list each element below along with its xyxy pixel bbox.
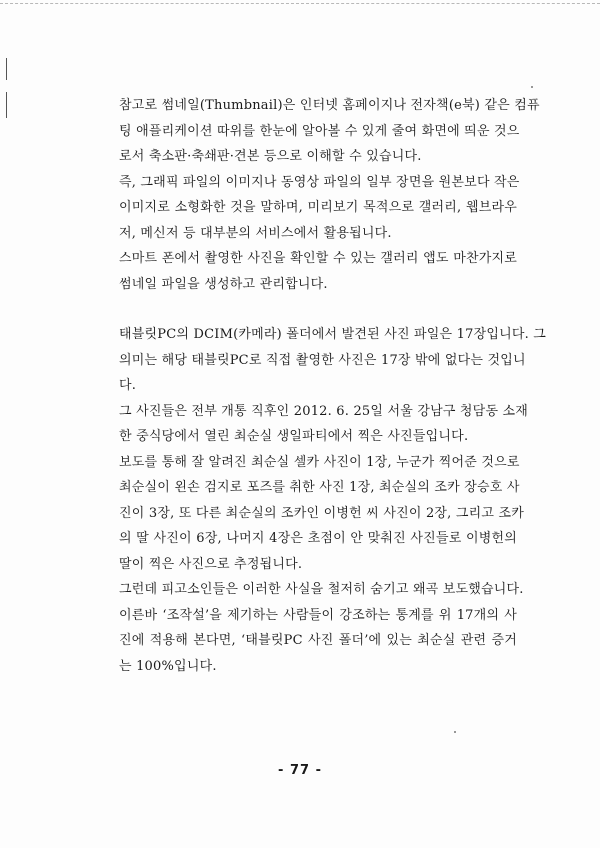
text-line: 이미지로 소형화한 것을 말하며, 미리보기 목적으로 갤러리, 웹브라우 [119,200,517,215]
text-line: 의 딸 사진이 6장, 나머지 4장은 초점이 안 맞춰진 사진들로 이병헌의 [119,531,517,546]
paragraph [119,399,529,450]
text-line: 즉, 그래픽 파일의 이미지나 동영상 파일의 일부 장면을 원본보다 작은 [119,174,520,190]
body-text [119,93,547,679]
text-line: 로서 축소판·축쇄판·견본 등으로 이해할 수 있습니다. [119,149,422,164]
scan-speck [531,86,533,88]
paragraph [119,170,520,247]
paragraph-gap [119,297,517,322]
text-line: 그런데 피고소인들은 이러한 사실을 철저히 숨기고 왜곡 보도했습니다. [119,582,524,597]
text-line: 참고로 썸네일(Thumbnail)은 인터넷 홈페이지나 전자책(e북) 같은 컴퓨 [119,98,540,113]
text-line: 최순실이 왼손 검지로 포즈를 취한 사진 1장, 최순실의 조카 장승호 사 [119,480,520,495]
paragraph [119,93,540,170]
text-line: 한 중식당에서 열린 최순실 생일파티에서 찍은 사진들입니다. [119,429,469,444]
text-line: 딸이 찍은 사진으로 추정됩니다. [119,556,303,572]
paragraph [119,603,517,680]
paragraph [119,246,517,297]
text-line: 다. [119,378,137,393]
paragraph [119,450,524,578]
scan-margin-mark [6,58,7,80]
text-line: 진에 적용해 본다면, ‘태블릿PC 사진 폴더’에 있는 최순실 관련 증거 [119,633,517,648]
text-line: 팅 애플리케이션 따위를 한눈에 알아볼 수 있게 줄여 화면에 띄운 것으 [119,123,520,139]
paragraph [119,322,547,399]
text-line: 의미는 해당 태블릿PC로 직접 촬영한 사진은 17장 밖에 없다는 것입니 [119,352,526,368]
text-line: 스마트 폰에서 촬영한 사진을 확인할 수 있는 갤러리 앱도 마찬가지로 [119,251,517,266]
text-line: 는 100%입니다. [119,658,217,674]
scan-top-edge [0,3,600,4]
scan-speck [454,731,456,733]
paragraph [119,577,524,603]
text-line: 이른바 ‘조작설’을 제기하는 사람들이 강조하는 통계를 위 17개의 사 [119,607,517,623]
text-line: 저, 메신저 등 대부분의 서비스에서 활용됩니다. [119,225,392,241]
scan-margin-mark [6,92,7,118]
text-line: 그 사진들은 전부 개통 직후인 2012. 6. 25일 서울 강남구 청담동 소재 [119,403,529,419]
text-line: 태블릿PC의 DCIM(카메라) 폴더에서 발견된 사진 파일은 17장입니다. 그 [119,327,547,342]
text-line: 썸네일 파일을 생성하고 관리합니다. [119,276,328,292]
text-line: 보도를 통해 잘 알려진 최순실 셀카 사진이 1장, 누군가 찍어준 것으로 [119,454,520,470]
page-number: - 77 - [278,763,322,778]
text-line: 진이 3장, 또 다른 최순실의 조카인 이병헌 씨 사진이 2장, 그리고 조카 [119,505,524,521]
